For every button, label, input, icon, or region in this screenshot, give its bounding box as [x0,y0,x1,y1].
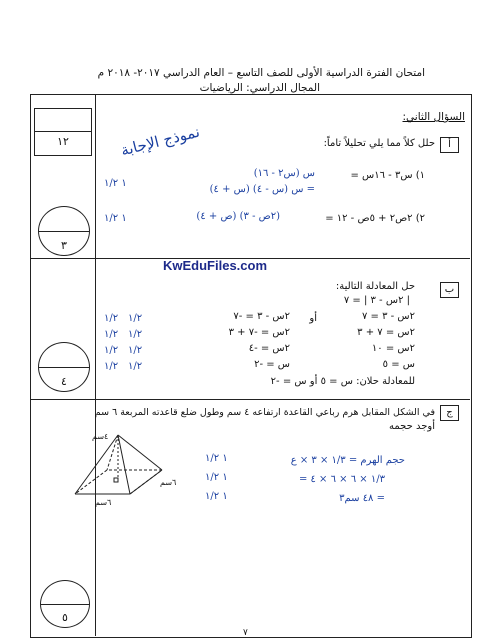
part-c-prompt-1: في الشكل المقابل هرم رباعي القاعدة ارتفاعه ٤ سم وطول ضلع قاعدته المربعة ٦ سم [94,407,435,418]
part-c-work-3: = ٤٨ سم٣ [339,493,385,504]
part-b-mark-r4: ١/٢ [128,361,143,372]
part-c-work-2: = ١/٣ × ٦ × ٦ × ٤ [298,474,385,485]
part-b-mark-r3: ١/٢ [128,345,143,356]
part-a-item2-answer: (٢ص - ٣) (ص + ٤) [196,211,280,222]
part-b-mark-l4: ١/٢ [104,361,119,372]
section-divider-2 [31,399,470,400]
total-score-box [34,108,92,156]
part-b-equation: | ٢س - ٣ | = ٧ [343,295,410,306]
subject-line: المجال الدراسي: الرياضيات [199,82,320,94]
part-b-mark-l1: ١/٢ [104,313,119,324]
part-a-label: أ [440,137,459,153]
part-a-prompt: حلل كلاً مما يلي تحليلاً تاماً: [323,138,435,149]
part-c-mark-2: ١ ١/٢ [205,472,228,483]
total-score-value: ١٢ [57,135,69,148]
part-c-mark-3: ١ ١/٢ [205,491,228,502]
score-circle-a [38,206,90,256]
part-a-item1-answer1: س (س٢ - ١٦) [253,168,315,179]
score-circle-c [40,580,90,628]
part-c-work-1: حجم الهرم = ١/٣ × ٣ × ع [290,455,405,466]
part-b-right-1: ٢س - ٣ = -٧ [233,311,290,322]
part-b-left-3: ٢س = ١٠ [371,343,415,354]
score-circle-c-value: ٥ [62,611,68,624]
question-title: السؤال الثاني: [402,111,465,123]
part-b-right-4: س = -٢ [254,359,290,370]
part-c-mark-1: ١ ١/٢ [205,453,228,464]
part-b-solutions: للمعادلة حلان: س = ٥ أو س = -٢ [270,376,415,387]
part-a-marks-1: ١ ١/٢ [104,178,127,189]
part-b-mark-l2: ١/٢ [104,329,119,340]
watermark: KwEduFiles.com [163,258,268,273]
part-b-right-2: ٢س = -٧ + ٣ [228,327,290,338]
part-b-left-4: س = ٥ [382,359,415,370]
part-a-item1-answer2: = س (س - ٤) (س + ٤) [209,184,315,195]
model-answer-stamp: نموذج الإجابة [119,122,202,160]
part-b-mark-r2: ١/٢ [128,329,143,340]
pyramid-height-label: ٤سم [92,432,109,441]
pyramid-side-label: ٦سم [160,478,177,487]
margin-divider [95,95,96,636]
page-number: ٧ [243,628,248,638]
pyramid-figure [70,430,180,520]
part-a-marks-2: ١ ١/٢ [104,213,127,224]
part-a-item1: ١) س٣ - ١٦س = [350,170,425,181]
score-circle-b [38,342,90,392]
exam-title: امتحان الفترة الدراسية الأولى للصف التاسع – العام الدراسي ٢٠١٧- ٢٠١٨ م [97,67,425,79]
part-b-mark-l3: ١/٢ [104,345,119,356]
part-a-item2: ٢) ٢ص٢ + ٥ص - ١٢ = [325,213,425,224]
part-b-or: أو [309,313,317,324]
part-c-label: ج [440,405,459,421]
score-circle-b-value: ٤ [61,375,67,388]
part-b-prompt: حل المعادلة التالية: [335,281,415,292]
part-b-left-1: ٢س - ٣ = ٧ [361,311,415,322]
part-c-prompt-2: أوجد حجمه [389,421,435,432]
score-circle-a-value: ٣ [61,239,67,252]
part-b-right-3: ٢س = -٤ [248,343,290,354]
part-b-label: ب [440,282,459,298]
part-b-mark-r1: ١/٢ [128,313,143,324]
pyramid-base-label: ٦سم [95,498,112,507]
part-b-left-2: ٢س = ٧ + ٣ [357,327,415,338]
